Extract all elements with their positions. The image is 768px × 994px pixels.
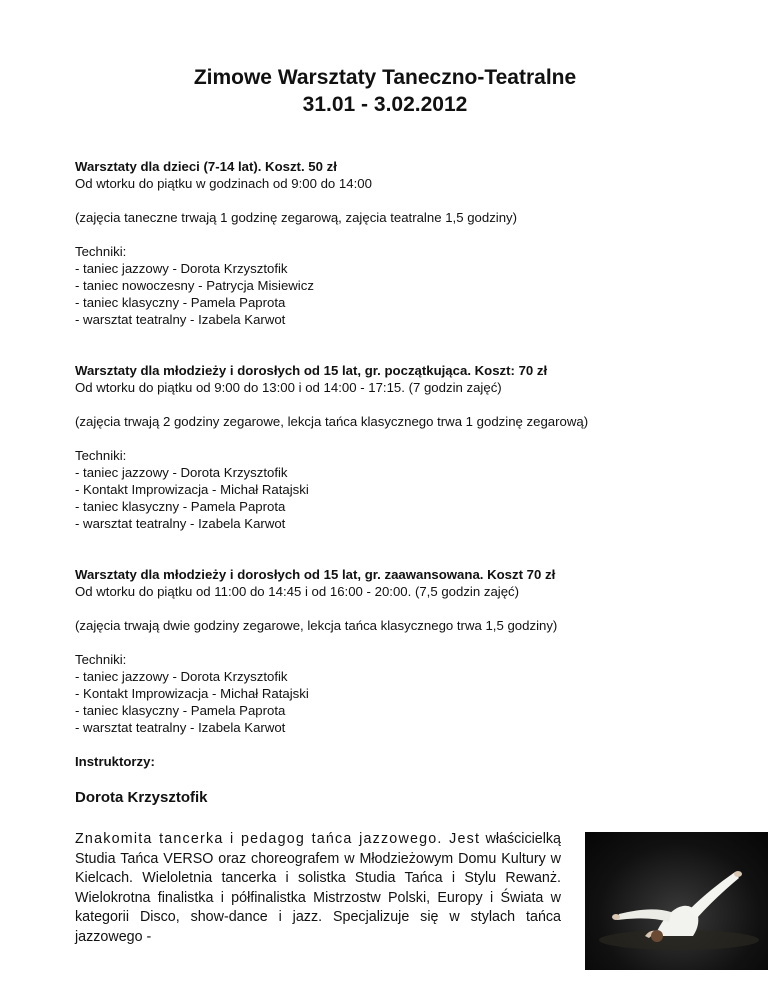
techniques-label: Techniki: [75,244,127,259]
section-note: (zajęcia trwają 2 godziny zegarowe, lekcja tańca klasycznego trwa 1 godzinę zegarową) [75,414,589,429]
title-line-2: 31.01 - 3.02.2012 [302,93,468,116]
technique-item: - taniec jazzowy - Dorota Krzysztofik [75,261,288,276]
technique-item: - taniec nowoczesny - Patrycja Misiewicz [75,278,314,293]
technique-item: - taniec klasyczny - Pamela Paprota [75,499,286,514]
techniques-label: Techniki: [75,652,127,667]
bio-first-line: Znakomita tancerka i pedagog tańca jazzowego. Jest [75,831,481,847]
section-schedule: Od wtorku do piątku od 9:00 do 13:00 i od 14:00 - 17:15. (7 godzin zajęć) [75,380,502,395]
technique-item: - Kontakt Improwizacja - Michał Ratajski [75,482,309,497]
document-page [75,64,695,950]
section-heading: Warsztaty dla młodzieży i dorosłych od 15 lat, gr. początkująca. Koszt: 70 zł [75,363,548,378]
technique-item: - taniec klasyczny - Pamela Paprota [75,295,286,310]
section-note: (zajęcia trwają dwie godziny zegarowe, lekcja tańca klasycznego trwa 1,5 godziny) [75,618,558,633]
instructor-name: Dorota Krzysztofik [75,789,208,806]
title-line-1: Zimowe Warsztaty Taneczno-Teatralne [193,66,577,89]
technique-item: - Kontakt Improwizacja - Michał Ratajski [75,686,309,701]
instructors-heading: Instruktorzy: [75,754,155,769]
section-schedule: Od wtorku do piątku w godzinach od 9:00 do 14:00 [75,176,372,191]
section-note: (zajęcia taneczne trwają 1 godzinę zegarową, zajęcia teatralne 1,5 godziny) [75,210,518,225]
section-heading: Warsztaty dla młodzieży i dorosłych od 15 lat, gr. zaawansowana. Koszt 70 zł [75,567,556,582]
techniques-label: Techniki: [75,448,127,463]
workshop-section-advanced [75,566,695,736]
section-schedule: Od wtorku do piątku od 11:00 do 14:45 i od 16:00 - 20:00. (7,5 godzin zajęć) [75,584,520,599]
dancer-figure-icon [585,832,768,970]
bio-text: właścicielką Studia Tańca VERSO oraz choreografem w Młodzieżowym Domu Kultury w Kielcach. Wieloletnia tancerka i solistka Studia Tańca i Stylu Rewanż. Wielokrotna finalistka i półfinalistka Mistrzostw Polski, Europy i Świata w kategorii Disco, show-dance i jazz. Specjalizuje się w stylach tańca jazzowego - [75,831,561,945]
instructor-bio-block [75,830,695,950]
technique-item: - taniec klasyczny - Pamela Paprota [75,703,286,718]
technique-item: - warsztat teatralny - Izabela Karwot [75,720,286,735]
section-heading: Warsztaty dla dzieci (7-14 lat). Koszt. 50 zł [75,159,337,174]
technique-item: - warsztat teatralny - Izabela Karwot [75,516,286,531]
technique-item: - warsztat teatralny - Izabela Karwot [75,312,286,327]
workshop-section-beginners [75,362,695,532]
technique-item: - taniec jazzowy - Dorota Krzysztofik [75,465,288,480]
technique-item: - taniec jazzowy - Dorota Krzysztofik [75,669,288,684]
workshop-section-children [75,158,695,328]
dancer-photo [585,832,768,970]
document-title [75,64,695,118]
instructor-bio [75,830,561,948]
